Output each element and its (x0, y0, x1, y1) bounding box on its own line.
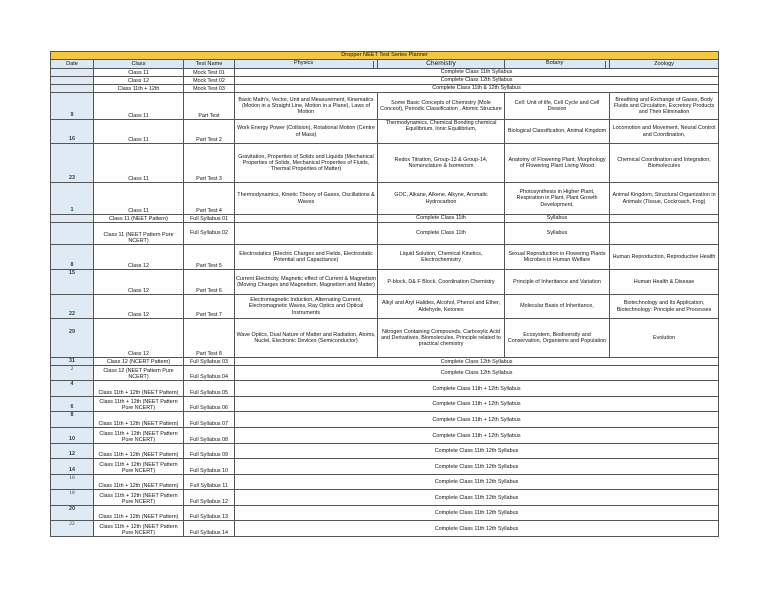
date-cell: 8 (51, 412, 94, 428)
date-cell: 22 (51, 295, 94, 319)
date-cell (51, 85, 94, 93)
table-row (51, 93, 719, 120)
botany-cell: Molecular Basis of Inheritance, (505, 295, 610, 319)
date-cell: 16 (51, 475, 94, 490)
syllabus-cell: Complete Class 11th 12th Syllabus (235, 521, 719, 537)
chemistry-cell: Alkyl and Aryl Halides, Alcohol, Phenol and Ether, Aldehyde, Ketones (378, 295, 505, 319)
class-cell: Class 11th + 12th (NEET Pattern Pure NCERT) (94, 521, 184, 537)
table-row (51, 506, 719, 521)
zoology-cell: Breathing and Exchange of Gases, Body Fluids and Circulation, Excretory Products and Their Elimination (610, 93, 719, 120)
zoology-cell: Human Reproduction, Reproductive Health (610, 245, 719, 270)
physics-cell (235, 223, 378, 245)
header-chemistry: Chemistry (378, 60, 505, 69)
class-cell: Class 11 (94, 120, 184, 144)
syllabus-cell: Complete Class 11th + 12th Syllabus (235, 428, 719, 444)
date-cell: 16 (51, 120, 94, 144)
physics-cell: Current Electricity, Magnetic effect of Current & Magnetism (Moving Charges and Magnetism, Magnetism and Matter) (235, 270, 378, 295)
header-test-name: Test Name (184, 60, 235, 69)
table-row (51, 381, 719, 397)
syllabus-cell: Complete Class 11th 12th Syllabus (235, 490, 719, 506)
date-cell: 18 (51, 490, 94, 506)
class-cell: Class 11th + 12th (NEET Pattern) (94, 412, 184, 428)
syllabus-cell: Complete Class 11th + 12th Syllabus (235, 381, 719, 397)
test-name-cell: Full Syllabus 11 (184, 475, 235, 490)
table-row (51, 319, 719, 358)
date-cell: 1 (51, 183, 94, 215)
test-name-cell: Full Syllabus 09 (184, 444, 235, 459)
test-name-cell: Part Test 8 (184, 319, 235, 358)
table-row (51, 144, 719, 183)
zoology-cell: Biotechnology and Its Application, Biotechnology: Principle and Processes (610, 295, 719, 319)
test-name-cell: Part Test (184, 93, 235, 120)
table-row (51, 120, 719, 144)
class-cell: Class 11 (94, 144, 184, 183)
test-name-cell: Mock Test 03 (184, 85, 235, 93)
date-cell (51, 215, 94, 223)
class-cell: Class 11th + 12th (NEET Pattern Pure NCERT) (94, 397, 184, 412)
chemistry-cell: Liquid Solution, Chemical Kinetics, Electrochemistry (378, 245, 505, 270)
zoology-cell: Locomotion and Movement, Neural Control and Coordination, (610, 120, 719, 144)
syllabus-cell: Complete Class 11th Syllabus (235, 69, 719, 77)
class-cell: Class 11th + 12th (NEET Pattern Pure NCERT) (94, 428, 184, 444)
class-cell: Class 11th + 12th (NEET Pattern) (94, 444, 184, 459)
botany-cell: Anatomy of Flowering Plant, Morphology of Flowering Plant Living Wood (505, 144, 610, 183)
table-row (51, 397, 719, 412)
zoology-cell: Chemical Coordination and Integration, Biomolecules (610, 144, 719, 183)
botany-cell: Syllabus (505, 223, 610, 245)
header-zoology: Zoology (610, 60, 719, 69)
class-cell: Class 12 (94, 319, 184, 358)
syllabus-cell: Complete Class 11th & 12th Syllabus (235, 85, 719, 93)
test-name-cell: Part Test 7 (184, 295, 235, 319)
date-cell: 23 (51, 144, 94, 183)
class-cell: Class 11th + 12th (NEET Pattern Pure NCERT) (94, 459, 184, 475)
class-cell: Class 12 (94, 245, 184, 270)
chemistry-cell: GOC, Alkane, Alkene, Alkyne, Aromatic Hydrocarbon (378, 183, 505, 215)
botany-cell: Principle of Inheritance and Variation (505, 270, 610, 295)
class-cell: Class 11th + 12th (NEET Pattern) (94, 506, 184, 521)
class-cell: Class 11 (94, 69, 184, 77)
physics-cell: Wave Optics, Dual Nature of Matter and Radiation, Atoms, Nuclei, Electronic Devices (Semiconductor) (235, 319, 378, 358)
zoology-cell: Human Health & Disease (610, 270, 719, 295)
table-row (51, 444, 719, 459)
syllabus-cell: Complete Class 12th Syllabus (235, 366, 719, 381)
table-row (51, 223, 719, 245)
test-name-cell: Full Syllabus 04 (184, 366, 235, 381)
class-cell: Class 11 (94, 183, 184, 215)
table-row (51, 183, 719, 215)
class-cell: Class 11th + 12th (NEET Pattern) (94, 381, 184, 397)
chemistry-cell: Thermodynamics, Chemical Bonding chemical Equilibrium, Ionic Equilibrium, (378, 120, 505, 144)
table-row (51, 85, 719, 93)
test-name-cell: Full Syllabus 05 (184, 381, 235, 397)
table-row (51, 245, 719, 270)
physics-cell (235, 215, 378, 223)
header-date: Date (51, 60, 94, 69)
table-row (51, 215, 719, 223)
physics-cell: Gravitation, Properties of Solids and Liquids (Mechanical Properties of Solids, Mechanical Properties of Fluids, Thermal Properties of Matter) (235, 144, 378, 183)
table-row (51, 475, 719, 490)
syllabus-cell: Complete Class 12th Syllabus (235, 77, 719, 85)
header-physics: Physics (235, 60, 378, 69)
table-row (51, 412, 719, 428)
header-botany: Botany (505, 60, 610, 69)
physics-cell: Basic Math's, Vector, Unit and Measurement, Kinematics (Motion in a Straight Line, Motion in a Plane), Laws of Motion (235, 93, 378, 120)
class-cell: Class 12 (94, 270, 184, 295)
test-name-cell: Full Syllabus 06 (184, 397, 235, 412)
table-row (51, 521, 719, 537)
class-cell: Class 11th + 12th (94, 85, 184, 93)
table-row (51, 428, 719, 444)
chemistry-cell: Some Basic Concepts of Chemistry (Mole Conceot), Periodic Classification , Atomic Structure (378, 93, 505, 120)
test-name-cell: Full Syllabus 02 (184, 223, 235, 245)
date-cell: 29 (51, 319, 94, 358)
zoology-cell (610, 223, 719, 245)
test-name-cell: Full Syllabus 03 (184, 358, 235, 366)
test-name-cell: Part Test 4 (184, 183, 235, 215)
planner-table (50, 51, 719, 537)
date-cell: 10 (51, 428, 94, 444)
date-cell: 8 (51, 245, 94, 270)
date-cell (51, 223, 94, 245)
table-row (51, 295, 719, 319)
date-cell: 4 (51, 381, 94, 397)
syllabus-cell: Complete Class 12th Syllabus (235, 358, 719, 366)
chemistry-cell: Redox Titration, Group-13 & Group-14, Nomenclature & Isomerism (378, 144, 505, 183)
chemistry-cell: Nitrogen Containing Compounds, Carboxylic Acid and Derivatives, Biomolecules, Principle related to practical chemistry (378, 319, 505, 358)
header-class: Class (94, 60, 184, 69)
zoology-cell (610, 215, 719, 223)
table-row (51, 490, 719, 506)
test-name-cell: Full Syllabus 01 (184, 215, 235, 223)
physics-cell: Electrostatics (Electric Charges and Fields, Electrostatic Potential and Capacitance) (235, 245, 378, 270)
date-cell: 12 (51, 444, 94, 459)
physics-cell: Electromagnetic Induction, Alternating Current, Electromagnetic Waves, Ray Optics and Optical Instruments (235, 295, 378, 319)
test-name-cell: Mock Test 01 (184, 69, 235, 77)
chemistry-cell: Complete Class 11th (378, 223, 505, 245)
test-name-cell: Full Syllabus 10 (184, 459, 235, 475)
class-cell: Class 11 (94, 93, 184, 120)
zoology-cell: Evolution (610, 319, 719, 358)
chemistry-cell: Complete Class 11th (378, 215, 505, 223)
date-cell (51, 69, 94, 77)
syllabus-cell: Complete Class 11th + 12th Syllabus (235, 397, 719, 412)
test-name-cell: Full Syllabus 14 (184, 521, 235, 537)
physics-cell: Work Energy Power (Collision), Rotational Motion (Centre of Mass) (235, 120, 378, 144)
class-cell: Class 12 (94, 77, 184, 85)
date-cell: 20 (51, 506, 94, 521)
date-cell: 22 (51, 521, 94, 537)
syllabus-cell: Complete Class 11th + 12th Syllabus (235, 412, 719, 428)
date-cell: 9 (51, 93, 94, 120)
class-cell: Class 11 (NEET Pattern Pure NCERT) (94, 223, 184, 245)
botany-cell: Syllabus (505, 215, 610, 223)
table-row (51, 358, 719, 366)
botany-cell: Sexual Reproduction in Flowering Plants Microbes in Human Welfare (505, 245, 610, 270)
class-cell: Class 11 (NEET Pattern) (94, 215, 184, 223)
date-cell: 2 (51, 366, 94, 381)
date-cell (51, 77, 94, 85)
date-cell: 14 (51, 459, 94, 475)
syllabus-cell: Complete Class 11th 12th Syllabus (235, 475, 719, 490)
test-name-cell: Mock Test 02 (184, 77, 235, 85)
class-cell: Class 11th + 12th (NEET Pattern) (94, 475, 184, 490)
chemistry-cell: P-block, D& F Block, Coordination Chemistry (378, 270, 505, 295)
test-name-cell: Part Test 6 (184, 270, 235, 295)
planner-title: Dropper NEET Test Series Planner (51, 52, 719, 60)
class-cell: Class 12 (NCERT Pattern) (94, 358, 184, 366)
test-name-cell: Full Syllabus 07 (184, 412, 235, 428)
table-row (51, 459, 719, 475)
botany-cell: Cell: Unit of life, Cell Cycle and Cell Division (505, 93, 610, 120)
syllabus-cell: Complete Class 11th 12th Syllabus (235, 444, 719, 459)
test-name-cell: Part Test 2 (184, 120, 235, 144)
table-row (51, 77, 719, 85)
botany-cell: Ecosystem, Biodiversity and Conservation, Organisms and Population (505, 319, 610, 358)
class-cell: Class 11th + 12th (NEET Pattern Pure NCERT) (94, 490, 184, 506)
syllabus-cell: Complete Class 11th 12th Syllabus (235, 459, 719, 475)
class-cell: Class 12 (94, 295, 184, 319)
table-row (51, 270, 719, 295)
botany-cell: Photosynthesis in Higher Plant, Respiration in Plant, Plant Growth Development, (505, 183, 610, 215)
date-cell: 15 (51, 270, 94, 295)
zoology-cell: Animal Kingdom, Structural Organization in Animals (Tissue, Cockroach, Frog) (610, 183, 719, 215)
physics-cell: Thermodynamics, Kinetic Theory of Gases, Oscillations & Waves (235, 183, 378, 215)
botany-cell: Biological Classification, Animal Kingdom (505, 120, 610, 144)
date-cell: 6 (51, 397, 94, 412)
table-row (51, 69, 719, 77)
test-name-cell: Part Test 5 (184, 245, 235, 270)
test-name-cell: Full Syllabus 13 (184, 506, 235, 521)
test-name-cell: Full Syllabus 12 (184, 490, 235, 506)
syllabus-cell: Complete Class 11th 12th Syllabus (235, 506, 719, 521)
date-cell: 31 (51, 358, 94, 366)
test-name-cell: Part Test 3 (184, 144, 235, 183)
class-cell: Class 12 (NEET Pattern Pure NCERT) (94, 366, 184, 381)
test-name-cell: Full Syllabus 08 (184, 428, 235, 444)
table-row (51, 366, 719, 381)
